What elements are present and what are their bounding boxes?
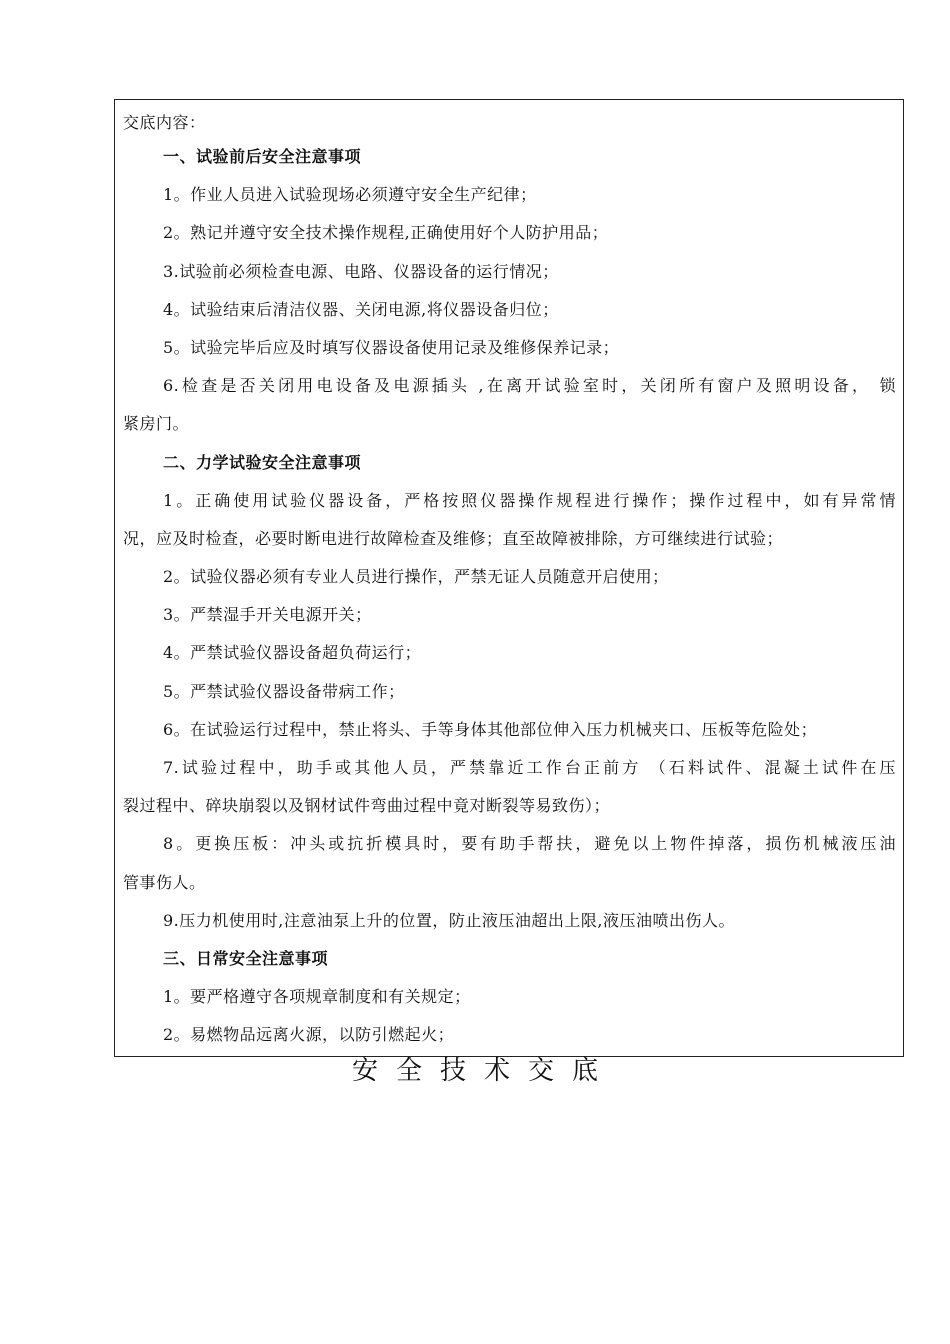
list-item: 1。正确使用试验仪器设备，严格按照仪器操作规程进行操作；操作过程中，如有异常情 — [163, 490, 896, 510]
list-item: 3。严禁湿手开关电源开关； — [163, 605, 372, 625]
document-title: 安全技术交底 — [351, 1056, 616, 1086]
list-item: 4。试验结束后清洁仪器、关闭电源,将仪器设备归位； — [163, 299, 559, 319]
list-item-continuation: 管事伤人。 — [123, 872, 206, 892]
list-item: 6.检查是否关闭用电设备及电源插头 ,在离开试验室时，关闭所有窗户及照明设备， 锁 — [163, 376, 896, 396]
list-item-continuation: 况，应及时检查，必要时断电进行故障检查及维修；直至故障被排除，方可继续进行试验； — [123, 528, 784, 548]
list-item: 5。严禁试验仪器设备带病工作； — [163, 681, 405, 701]
list-item: 3.试验前必须检查电源、电路、仪器设备的运行情况； — [163, 261, 559, 281]
list-item: 2。熟记并遵守安全技术操作规程,正确使用好个人防护用品； — [163, 223, 609, 243]
section-heading-3: 三、日常安全注意事项 — [163, 948, 329, 968]
list-item: 4。严禁试验仪器设备超负荷运行； — [163, 643, 422, 663]
content-box — [114, 99, 904, 1057]
section-heading-2: 二、力学试验安全注意事项 — [163, 452, 362, 472]
list-item: 2。试验仪器必须有专业人员进行操作，严禁无证人员随意开启使用； — [163, 567, 669, 587]
list-item: 1。要严格遵守各项规章制度和有关规定； — [163, 987, 471, 1007]
list-item: 7.试验过程中，助手或其他人员，严禁靠近工作台正前方 （石料试件、混凝土试件在压 — [163, 758, 896, 777]
list-item-continuation: 裂过程中、碎块崩裂以及钢材试件弯曲过程中竟对断裂等易致伤）； — [123, 796, 611, 816]
list-item: 2。易燃物品远离火源，以防引燃起火； — [163, 1025, 455, 1045]
section-heading-1: 一、试验前后安全注意事项 — [163, 147, 362, 166]
list-item: 6。在试验运行过程中，禁止将头、手等身体其他部位伸入压力机械夹口、压板等危险处； — [163, 719, 818, 739]
list-item: 8。更换压板：冲头或抗折模具时，要有助手帮扶，避免以上物件掉落，损伤机械液压油 — [163, 834, 896, 854]
intro-label: 交底内容： — [123, 113, 206, 132]
list-item: 5。试验完毕后应及时填写仪器设备使用记录及维修保养记录； — [163, 337, 620, 357]
list-item: 1。作业人员进入试验现场必须遵守安全生产纪律； — [163, 185, 537, 205]
list-item: 9.压力机使用时,注意油泵上升的位置，防止液压油超出上限,液压油喷出伤人。 — [163, 910, 735, 930]
list-item-continuation: 紧房门。 — [123, 414, 190, 434]
